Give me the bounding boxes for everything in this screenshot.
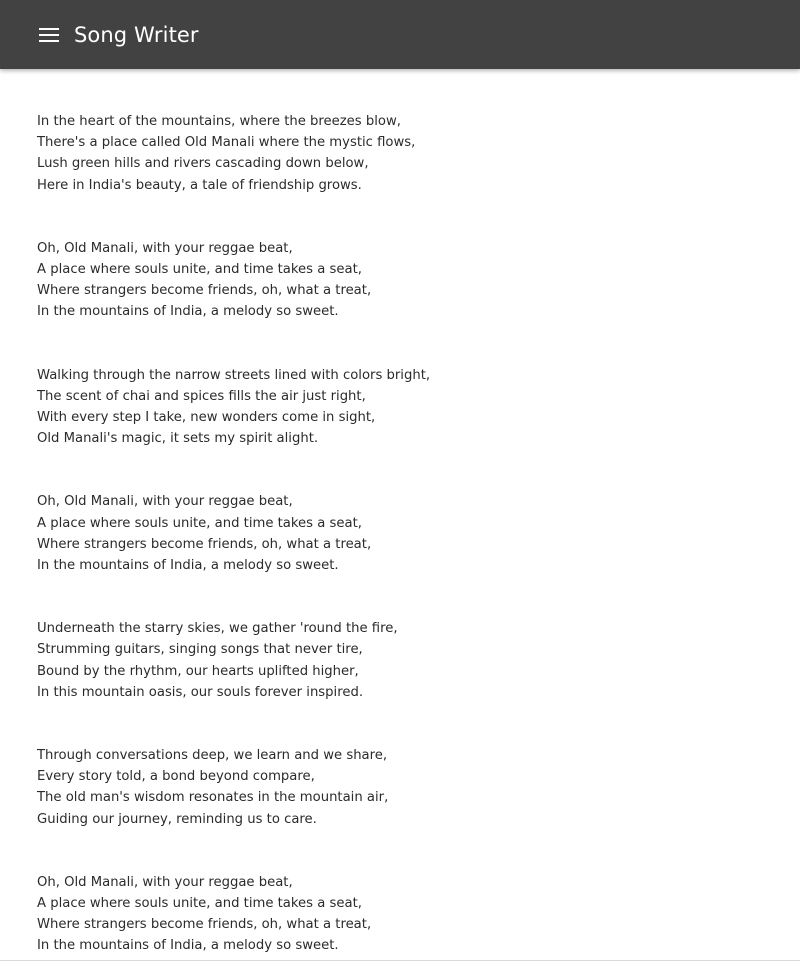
stanza-3 — [37, 365, 757, 450]
bottom-divider — [0, 960, 800, 961]
lyric-line: In this mountain oasis, our souls forever inspired. — [37, 684, 364, 700]
lyric-line: There's a place called Old Manali where the mystic flows, — [37, 135, 416, 151]
lyric-line: Underneath the starry skies, we gather 'round the fire, — [37, 621, 398, 637]
lyric-line: A place where souls unite, and time takes a seat, — [37, 262, 362, 278]
stanza-5 — [37, 618, 757, 703]
app-bar — [0, 0, 800, 69]
lyric-line: Old Manali's magic, it sets my spirit alight. — [37, 431, 319, 447]
lyric-line: The scent of chai and spices fills the air just right, — [37, 388, 366, 404]
lyric-line: Oh, Old Manali, with your reggae beat, — [37, 494, 293, 510]
lyric-line: In the heart of the mountains, where the breezes blow, — [37, 114, 401, 129]
lyrics-content — [37, 111, 757, 963]
lyric-line: In the mountains of India, a melody so sweet. — [37, 558, 339, 574]
lyric-line: A place where souls unite, and time takes a seat, — [37, 515, 362, 531]
stanza-2-chorus — [37, 238, 757, 323]
lyric-line: Here in India's beauty, a tale of friendship grows. — [37, 177, 362, 193]
stanza-1 — [37, 111, 757, 196]
app-title: Song Writer — [74, 23, 199, 47]
lyric-line: Where strangers become friends, oh, what a treat, — [37, 283, 372, 299]
lyric-line: Where strangers become friends, oh, what a treat, — [37, 536, 372, 552]
lyric-line: Walking through the narrow streets lined with colors bright, — [37, 367, 431, 383]
menu-icon-bar — [39, 40, 59, 42]
lyric-line: In the mountains of India, a melody so sweet. — [37, 938, 339, 954]
lyric-line: Strumming guitars, singing songs that never tire, — [37, 642, 363, 658]
stanza-4-chorus — [37, 491, 757, 576]
hamburger-menu-icon[interactable] — [39, 26, 61, 44]
lyric-line: A place where souls unite, and time takes a seat, — [37, 896, 362, 912]
lyric-line: Guiding our journey, reminding us to care. — [37, 811, 317, 827]
lyric-line: Through conversations deep, we learn and we share, — [37, 748, 388, 764]
lyric-line: Bound by the rhythm, our hearts uplifted higher, — [37, 663, 359, 679]
menu-icon-bar — [39, 34, 59, 36]
lyric-line: With every step I take, new wonders come in sight, — [37, 410, 376, 426]
lyric-line: Every story told, a bond beyond compare, — [37, 769, 315, 785]
menu-icon-bar — [39, 28, 59, 30]
stanza-6 — [37, 745, 757, 830]
lyric-line: Lush green hills and rivers cascading down below, — [37, 156, 369, 172]
stanza-7-chorus — [37, 872, 757, 957]
lyric-line: Where strangers become friends, oh, what a treat, — [37, 917, 372, 933]
lyric-line: In the mountains of India, a melody so sweet. — [37, 304, 339, 320]
lyric-line: Oh, Old Manali, with your reggae beat, — [37, 874, 293, 890]
lyric-line: Oh, Old Manali, with your reggae beat, — [37, 240, 293, 256]
lyric-line: The old man's wisdom resonates in the mountain air, — [37, 790, 389, 806]
